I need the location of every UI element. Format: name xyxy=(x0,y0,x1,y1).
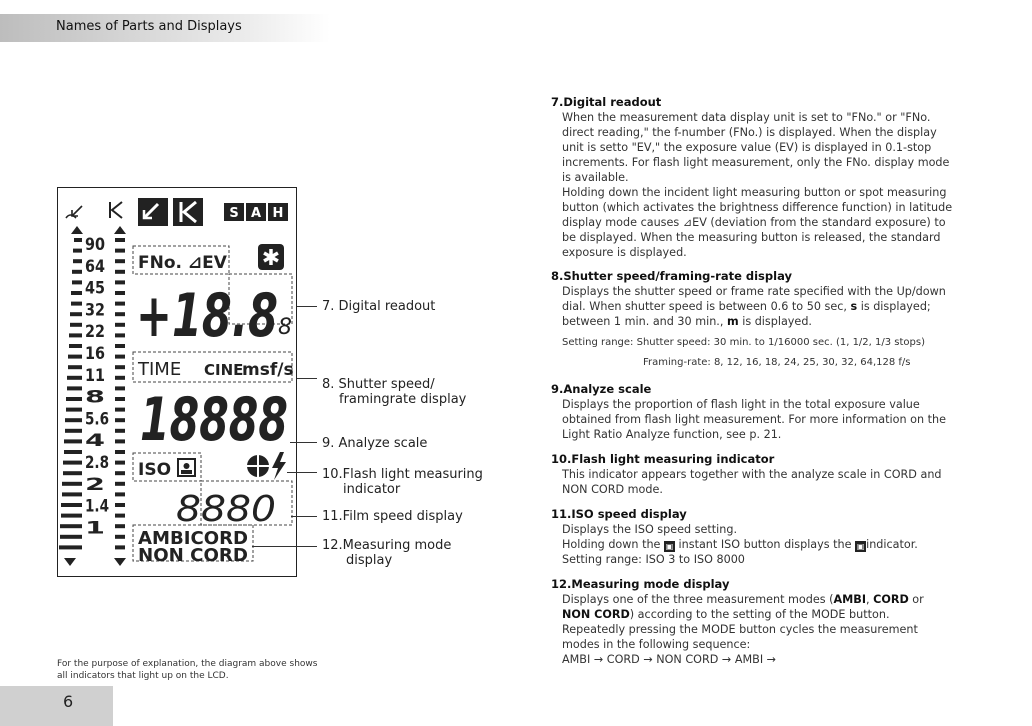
spot-icon-box xyxy=(173,198,203,226)
s11-line2 xyxy=(562,537,981,552)
scale-bar-left xyxy=(73,259,82,263)
scale-bar-left xyxy=(71,291,82,295)
iso-label: ISO xyxy=(138,460,172,480)
callout-12-line1: 12.Measuring mode xyxy=(322,538,452,553)
scale-number: 16 xyxy=(85,344,105,364)
scale-bar-left xyxy=(60,535,82,539)
s12-mode-ambi: AMBI xyxy=(833,593,866,606)
callout-10-line2: indicator xyxy=(343,482,401,497)
s12-line1-pre: Displays one of the three measurement modes ( xyxy=(562,593,834,606)
leader-12 xyxy=(252,546,317,547)
fno-label: FNo. ⊿EV xyxy=(138,253,227,273)
scale-bar-right xyxy=(115,492,125,496)
scale-bar-right xyxy=(115,397,125,401)
s12-line5: AMBI → CORD → NON CORD → AMBI → xyxy=(562,653,777,666)
s11-line2-pre: Holding down the xyxy=(562,538,664,551)
s8-line3 xyxy=(562,314,981,329)
flash-star-icon: ✱ xyxy=(261,246,281,271)
s7-line: exposure is displayed. xyxy=(562,246,687,259)
callout-12-line2: display xyxy=(346,553,393,568)
scale-number: 90 xyxy=(85,235,106,255)
scale-bar-left xyxy=(69,333,82,337)
scale-number: 32 xyxy=(85,300,105,321)
scale-bar-left xyxy=(72,270,82,274)
s12-sep1: , xyxy=(865,593,874,606)
noncord-label: NON CORD xyxy=(138,545,248,566)
cine-label: CINE xyxy=(204,361,244,379)
film-speed-digits: 8880 xyxy=(176,489,276,530)
digital-readout-digits: +18.8 xyxy=(136,281,278,351)
section-12 xyxy=(551,577,981,667)
scale-bar-right xyxy=(115,280,125,284)
incident-arrow-icon xyxy=(66,206,82,218)
section-9-title: 9.Analyze scale xyxy=(551,382,652,396)
scale-bar-right xyxy=(115,270,125,274)
section-11 xyxy=(551,507,981,567)
scale-bar-left xyxy=(63,471,82,475)
s9-line: obtained from flash light measurement. For more information on the xyxy=(562,413,946,426)
scale-bar-left xyxy=(60,524,82,528)
footnote-line1: For the purpose of explanation, the diagram above shows xyxy=(57,659,318,669)
scale-bar-right xyxy=(115,333,125,337)
scale-bar-right xyxy=(115,503,125,507)
scale-number: 5.6 xyxy=(85,409,109,430)
scale-number: 1.4 xyxy=(85,496,110,517)
s7-line: Holding down the incident light measuring button or spot measuring xyxy=(562,186,947,199)
time-label: TIME xyxy=(138,359,182,380)
s11-line2-mid: instant ISO button displays the xyxy=(674,538,856,551)
s12-line2-post: ) according to the setting of the MODE button. xyxy=(629,608,890,621)
scale-bar-left xyxy=(68,365,82,369)
callout-10-line1: 10.Flash light measuring xyxy=(322,467,483,482)
descriptions xyxy=(551,95,981,667)
callout-9: 9. Analyze scale xyxy=(322,436,428,451)
s8-line2-post: is displayed; xyxy=(857,300,931,313)
scale-bar-left xyxy=(70,312,82,316)
section-12-title: 12.Measuring mode display xyxy=(551,577,730,591)
scale-bar-right xyxy=(115,344,125,348)
scale-number: 22 xyxy=(85,322,105,343)
scale-bar-left xyxy=(61,514,82,518)
section-8-title: 8.Shutter speed/framing-rate display xyxy=(551,269,792,283)
leader-11 xyxy=(291,516,317,517)
scale-up-arrow-left xyxy=(71,226,83,234)
s11-line1: Displays the ISO speed setting. xyxy=(562,523,737,536)
footnote-line2: all indicators that light up on the LCD. xyxy=(57,671,229,681)
s8-bold-s: s xyxy=(850,300,858,313)
scale-bar-right xyxy=(115,429,125,433)
scale-bar-right xyxy=(115,291,125,295)
mode-letter-a: A xyxy=(250,206,262,221)
footnote xyxy=(57,658,317,682)
scale-bar-left xyxy=(72,280,82,284)
scale-bar-left xyxy=(69,344,82,348)
s12-line1 xyxy=(562,592,981,607)
s8-line3-post: is displayed. xyxy=(738,315,812,328)
scale-down-arrow-right xyxy=(114,558,126,566)
section-7 xyxy=(551,95,981,260)
s7-line: is available. xyxy=(562,171,629,184)
s12-line4: modes in the following sequence: xyxy=(562,638,751,651)
scale-bar-right xyxy=(115,535,125,539)
scale-bar-right xyxy=(115,545,125,549)
scale-bar-left xyxy=(64,439,82,443)
s12-line3: Repeatedly pressing the MODE button cycles the measurement xyxy=(562,623,918,636)
scale-number: 2 xyxy=(85,474,105,495)
s12-mode-noncord: NON CORD xyxy=(562,608,630,621)
scale-up-arrow-right xyxy=(114,226,126,234)
section-11-title: 11.ISO speed display xyxy=(551,507,687,521)
callout-7: 7. Digital readout xyxy=(322,299,436,314)
scale-bar-right xyxy=(115,302,125,306)
section-header xyxy=(0,14,330,42)
scale-bar-right xyxy=(115,249,125,253)
leader-7 xyxy=(297,306,317,307)
analyze-scale xyxy=(59,235,125,549)
shutter-speed-digits: 18888 xyxy=(140,385,288,455)
scale-bar-left xyxy=(62,492,82,496)
s7-line: display mode causes ⊿EV (deviation from the standard exposure) to xyxy=(562,216,946,229)
leader-9 xyxy=(290,442,317,443)
leader-10 xyxy=(287,472,317,473)
incident-icon-box xyxy=(138,198,168,226)
s8-bold-m: m xyxy=(726,315,739,328)
leader-8 xyxy=(297,378,317,379)
section-8 xyxy=(551,269,981,370)
scale-bar-right xyxy=(115,461,125,465)
scale-bar-left xyxy=(62,482,82,486)
scale-bar-left xyxy=(68,355,82,359)
scale-number: 8 xyxy=(85,387,105,408)
s8-line2-pre: dial. When shutter speed is between 0.6 to 50 sec, xyxy=(562,300,851,313)
section-10-title: 10.Flash light measuring indicator xyxy=(551,452,775,466)
instant-iso-mark-icon: ▣ xyxy=(856,542,865,551)
scale-bar-left xyxy=(67,386,82,390)
section-10 xyxy=(551,452,981,497)
lcd-drawing xyxy=(58,188,298,578)
scale-bar-right xyxy=(115,376,125,380)
mode-letter-s: S xyxy=(229,206,239,221)
scale-bar-right xyxy=(115,514,125,518)
scale-bar-left xyxy=(61,503,82,507)
scale-number: 45 xyxy=(85,278,105,299)
s9-line: Light Ratio Analyze function, see p. 21. xyxy=(562,428,782,441)
spot-k-icon xyxy=(110,202,122,218)
scale-bar-right xyxy=(115,482,125,486)
s10-line: NON CORD mode. xyxy=(562,483,663,496)
callout-8-line1: 8. Shutter speed/ xyxy=(322,377,435,392)
scale-bar-right xyxy=(115,418,125,422)
scale-number: 4 xyxy=(85,431,106,452)
s8-line2 xyxy=(562,299,981,314)
s7-line: be displayed. When the measuring button is released, the standard xyxy=(562,231,941,244)
scale-bar-left xyxy=(74,238,82,242)
s11-line2-post: indicator. xyxy=(866,538,918,551)
s7-line: increments. For flash light measurement, only the FNo. display mode xyxy=(562,156,950,169)
s7-line: direct reading," the f-number (FNo.) is displayed. When the display xyxy=(562,126,937,139)
scale-bar-right xyxy=(115,323,125,327)
scale-bar-left xyxy=(59,545,82,549)
s7-line: button (which activates the brightness difference function) in latitude xyxy=(562,201,953,214)
scale-bar-right xyxy=(115,386,125,390)
msfs-label: msf/s xyxy=(242,360,294,380)
s8-line3-pre: between 1 min. and 30 min., xyxy=(562,315,727,328)
scale-bar-left xyxy=(70,323,82,327)
s12-mode-cord: CORD xyxy=(873,593,909,606)
page-number-box xyxy=(0,686,113,726)
scale-bar-right xyxy=(115,439,125,443)
scale-number: 11 xyxy=(85,365,105,386)
s12-line2 xyxy=(562,607,981,622)
scale-bar-right xyxy=(115,238,125,242)
s11-line3: Setting range: ISO 3 to ISO 8000 xyxy=(562,553,745,566)
flash-measuring-indicator xyxy=(245,452,286,480)
scale-bar-right xyxy=(115,259,125,263)
scale-number: 1 xyxy=(85,518,105,539)
scale-number: 64 xyxy=(85,256,106,277)
scale-bar-left xyxy=(65,429,82,433)
callout-11: 11.Film speed display xyxy=(322,509,463,524)
scale-bar-left xyxy=(66,397,82,401)
scale-bar-left xyxy=(73,249,82,253)
scale-bar-left xyxy=(64,450,82,454)
s9-line: Displays the proportion of flash light in the total exposure value xyxy=(562,398,920,411)
section-9 xyxy=(551,382,981,442)
s8-range1: Setting range: Shutter speed: 30 min. to 1/16000 sec. (1, 1/2, 1/3 stops) xyxy=(562,337,926,348)
header-title: Names of Parts and Displays xyxy=(56,19,242,34)
scale-bar-right xyxy=(115,312,125,316)
scale-bar-right xyxy=(115,408,125,412)
lcd-diagram xyxy=(57,187,297,577)
scale-bar-left xyxy=(66,408,82,412)
s7-line: When the measurement data display unit is set to "FNo." or "FNo. xyxy=(562,111,931,124)
page-number: 6 xyxy=(63,692,74,711)
scale-down-arrow-left xyxy=(64,558,76,566)
scale-bar-right xyxy=(115,471,125,475)
s7-line: unit is setto "EV," the exposure value (EV) is displayed in 0.1-stop xyxy=(562,141,932,154)
scale-bar-left xyxy=(67,376,82,380)
s8-line1: Displays the shutter speed or frame rate specified with the Up/down xyxy=(562,285,946,298)
mode-letter-h: H xyxy=(272,206,284,221)
scale-bar-right xyxy=(115,524,125,528)
scale-number: 2.8 xyxy=(85,453,109,473)
scale-bar-right xyxy=(115,365,125,369)
ambicord-label: AMBICORD xyxy=(138,528,248,549)
s10-line: This indicator appears together with the analyze scale in CORD and xyxy=(562,468,942,481)
scale-bar-left xyxy=(65,418,82,422)
section-7-title: 7.Digital readout xyxy=(551,95,662,109)
callout-8-line2: framingrate display xyxy=(339,392,467,407)
instant-iso-mark-icon: ▣ xyxy=(665,542,674,551)
digital-readout-small-digit: 8 xyxy=(278,315,292,340)
scale-bar-left xyxy=(71,302,82,306)
scale-bar-right xyxy=(115,450,125,454)
scale-bar-right xyxy=(115,355,125,359)
scale-bar-left xyxy=(63,461,82,465)
s12-sep2: or xyxy=(908,593,924,606)
s8-range2: Framing-rate: 8, 12, 16, 18, 24, 25, 30, 32, 64,128 f/s xyxy=(643,357,911,368)
